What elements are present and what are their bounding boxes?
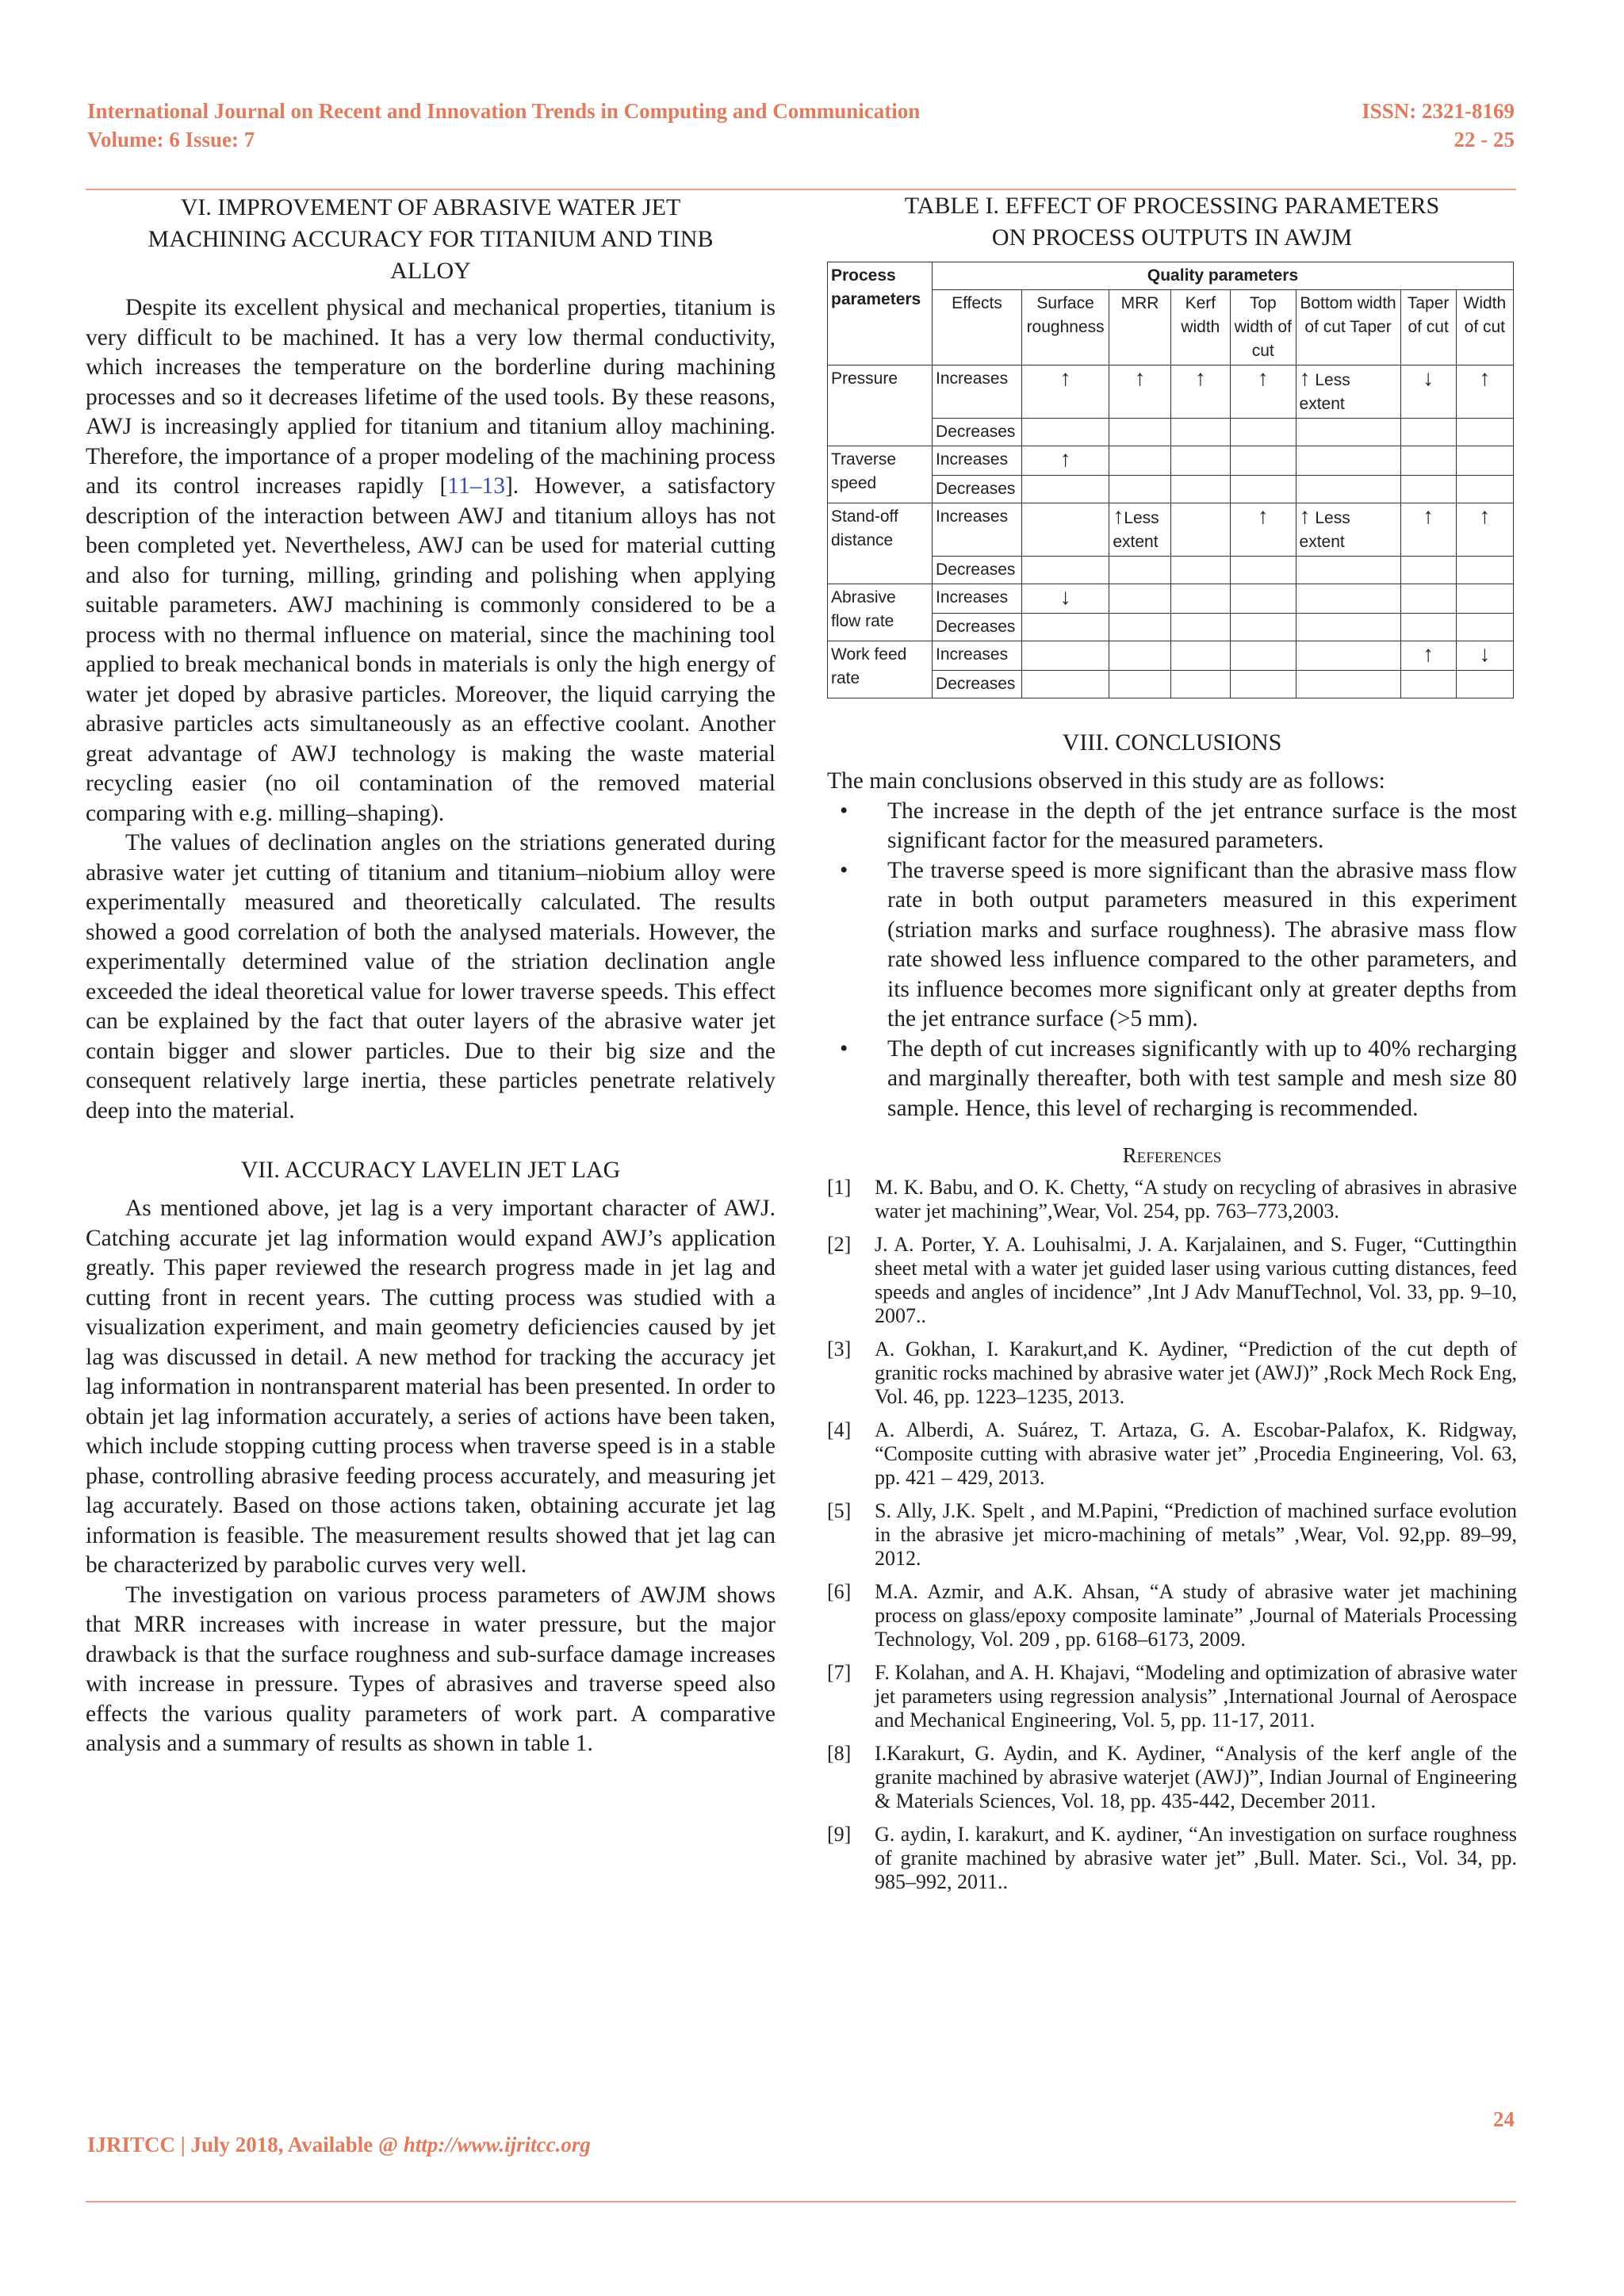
- table-row: [828, 365, 1514, 419]
- reference-item: [827, 1580, 1517, 1651]
- references-list: [827, 1176, 1517, 1894]
- up-arrow-icon: ↑: [1423, 641, 1434, 666]
- reference-text: J. A. Porter, Y. A. Louhisalmi, J. A. Karjalainen, and S. Fuger, “Cuttingthin sheet metal with a water jet guided laser using various cutting distances, feed speeds and angles of incidence” ,Int J Adv ManufTechnol, Vol. 33, pp. 9–10, 2007..: [875, 1233, 1517, 1327]
- effect-decreases: Decreases: [933, 557, 1022, 584]
- footer: [87, 2133, 591, 2157]
- journal-issn: ISSN: 2321-8169: [1362, 99, 1515, 123]
- reference-number: [1]: [827, 1176, 852, 1199]
- section7-paragraph1: As mentioned above, jet lag is a very important character of AWJ. Catching accurate jet lag information would expand AWJ’s application greatly. This paper reviewed the research progress made in jet lag and cutting front in recent years. The cutting process was studied with a visualization experiment, and main geometry deficiencies caused by jet lag was discussed in detail. A new method for tracking the accuracy jet lag information in nontransparent material has been presented. In order to obtain jet lag information accurately, a series of actions have been taken, which include stopping cutting process when traverse speed is in a stable phase, controlling abrasive feeding process accurately, and measuring jet lag accurately. Based on those actions taken, obtaining accurate jet lag information is feasible. The measurement results showed that jet lag can be characterized by parabolic curves very well.: [86, 1196, 776, 1578]
- journal-title: International Journal on Recent and Innovation Trends in Computing and Communication: [87, 99, 921, 123]
- row-label-work-feed-rate: Work feed rate: [828, 641, 933, 698]
- up-arrow-icon: ↑: [1299, 503, 1311, 528]
- col-mrr: MRR: [1109, 290, 1170, 365]
- journal-website-link[interactable]: http://www.ijritcc.org: [403, 2133, 591, 2156]
- table-row: [828, 641, 1514, 671]
- section6-title: [86, 192, 776, 287]
- effect-decreases: Decreases: [933, 476, 1022, 503]
- section6-p1-text-b: ]. However, a satisfactory description of the interaction between AWJ and titanium alloys has not been completed yet. Nevertheless, AWJ can be used for material cutting and also for turning, milling, grinding and polishing when applying suitable parameters. AWJ machining is commonly considered to be a process with no thermal influence on material, since the machining tool applied to break mechanical bonds in materials is only the high energy of water jet doped by abrasive particles. Moreover, the liquid carrying the abrasive particles acts simultaneously as an effective coolant. Another great advantage of AWJ technology is making the waste material recycling easier (no oil contamination of the removed material comparing with e.g. milling–shaping).: [86, 473, 776, 826]
- up-arrow-icon: ↑: [1059, 365, 1071, 390]
- table1-title: [827, 190, 1517, 254]
- reference-text: A. Gokhan, I. Karakurt,and K. Aydiner, “Prediction of the cut depth of granitic rocks machined by abrasive water jet (AWJ)” ,Rock Mech Rock Eng, Vol. 46, pp. 1223–1235, 2013.: [875, 1337, 1517, 1408]
- up-arrow-icon: ↑: [1059, 446, 1071, 471]
- col-taper-of-cut: Taper of cut: [1400, 290, 1456, 365]
- col-bottom-width: Bottom width of cut Taper: [1296, 290, 1400, 365]
- reference-item: [827, 1823, 1517, 1894]
- down-arrow-icon: ↓: [1423, 365, 1434, 390]
- right-column: [827, 190, 1517, 1904]
- list-item: • The increase in the depth of the jet entrance surface is the most significant factor for the measured parameters.: [827, 797, 1517, 856]
- reference-text: S. Ally, J.K. Spelt , and M.Papini, “Prediction of machined surface evolution in the abrasive jet micro-machining of metals” ,Wear, Vol. 92,pp. 89–99, 2012.: [875, 1499, 1517, 1570]
- table1-title-line2: ON PROCESS OUTPUTS IN AWJM: [991, 224, 1353, 251]
- down-arrow-icon: ↓: [1059, 584, 1071, 609]
- journal-issn-block: [1189, 97, 1515, 154]
- effect-decreases: Decreases: [933, 419, 1022, 446]
- table-row: [828, 446, 1514, 476]
- reference-item: [827, 1742, 1517, 1813]
- journal-header: [87, 97, 1118, 154]
- col-top-width: Top width of cut: [1230, 290, 1296, 365]
- journal-volume: Volume: 6 Issue: 7: [87, 128, 255, 151]
- quality-parameters-header: Quality parameters: [933, 262, 1514, 290]
- journal-pages: 22 - 25: [1454, 128, 1515, 151]
- reference-item: [827, 1499, 1517, 1571]
- table-row: [828, 584, 1514, 614]
- reference-number: [5]: [827, 1499, 852, 1522]
- section7-title: VII. ACCURACY LAVELIN JET LAG: [240, 1157, 621, 1183]
- col-width-of-cut: Width of cut: [1456, 290, 1513, 365]
- reference-item: [827, 1233, 1517, 1328]
- reference-number: [2]: [827, 1233, 852, 1256]
- up-arrow-icon: ↑: [1299, 365, 1311, 390]
- table-header-row-1: [828, 262, 1514, 290]
- table1-title-line1: TABLE I. EFFECT OF PROCESSING PARAMETERS: [904, 193, 1440, 219]
- references-title: References: [1122, 1143, 1222, 1167]
- up-arrow-icon: ↑: [1194, 365, 1206, 390]
- reference-number: [6]: [827, 1580, 852, 1603]
- table-row: [828, 503, 1514, 557]
- conclusions-title: VIII. CONCLUSIONS: [1062, 729, 1282, 756]
- effect-increases: Increases: [933, 641, 1022, 671]
- section6-paragraph1: [86, 293, 776, 828]
- reference-text: M. K. Babu, and O. K. Chetty, “A study on recycling of abrasives in abrasive water jet machining”,Wear, Vol. 254, pp. 763–773,2003.: [875, 1176, 1517, 1223]
- list-item: • The traverse speed is more significant than the abrasive mass flow rate in both output parameters measured in this experiment (striation marks and surface roughness). The abrasive mass flow rate showed less influence compared to the other parameters, and its influence becomes more significant only at greater depths from the jet entrance surface (>5 mm).: [827, 856, 1517, 1035]
- less-extent-note: Less extent: [1299, 509, 1350, 551]
- reference-number: [3]: [827, 1337, 852, 1360]
- section6-title-line1: VI. IMPROVEMENT OF ABRASIVE WATER JET: [180, 194, 681, 220]
- reference-number: [7]: [827, 1661, 852, 1684]
- reference-text: G. aydin, I. karakurt, and K. aydiner, “An investigation on surface roughness of granite machined by abrasive water jet” ,Bull. Mater. Sci., Vol. 34, pp. 985–992, 2011..: [875, 1823, 1517, 1893]
- row-label-abrasive-flow-rate: Abrasive flow rate: [828, 584, 933, 641]
- up-arrow-icon: ↑: [1479, 365, 1491, 390]
- effect-increases: Increases: [933, 584, 1022, 614]
- col-effects: Effects: [933, 290, 1022, 365]
- row-label-traverse-speed: Traverse speed: [828, 446, 933, 503]
- reference-number: [9]: [827, 1823, 852, 1846]
- effect-increases: Increases: [933, 446, 1022, 476]
- list-item: • The depth of cut increases significantly with up to 40% recharging and marginally thereafter, both with test sample and mesh size 80 sample. Hence, this level of recharging is recommended.: [827, 1035, 1517, 1124]
- effect-decreases: Decreases: [933, 671, 1022, 698]
- citation-link-11-13[interactable]: 11–13: [447, 473, 505, 499]
- conclusions-list: [827, 797, 1517, 1124]
- up-arrow-icon: ↑: [1423, 503, 1434, 528]
- down-arrow-icon: ↓: [1479, 641, 1491, 666]
- section6-title-line2: MACHINING ACCURACY FOR TITANIUM AND TINB: [147, 226, 714, 252]
- less-extent-note: Less extent: [1299, 371, 1350, 413]
- section6-title-line3: ALLOY: [390, 258, 471, 284]
- less-extent-mrr-note: Less extent: [1113, 509, 1159, 551]
- up-arrow-icon: ↑: [1479, 503, 1491, 528]
- reference-text: I.Karakurt, G. Aydin, and K. Aydiner, “Analysis of the kerf angle of the granite machined by abrasive waterjet (AWJ)”, Indian Journal of Engineering & Materials Sciences, Vol. 18, pp. 435-442, December 2011.: [875, 1742, 1517, 1812]
- conclusions-intro: The main conclusions observed in this study are as follows:: [827, 768, 1385, 794]
- section6-p1-text-a: Despite its excellent physical and mechanical properties, titanium is very difficult to be machined. It has a very low thermal conductivity, which increases the temperature on the borderline during machining processes and so it decreases lifetime of the used tools. By these reasons, AWJ is increasingly applied for titanium and titanium alloy machining. Therefore, the importance of a proper modeling of the machining process and its control increases rapidly [: [86, 295, 776, 499]
- section7-paragraph2: The investigation on various process parameters of AWJM shows that MRR increases with increase in water pressure, but the major drawback is that the surface roughness and sub-surface damage increases with increase in pressure. Types of abrasives and traverse speed also effects the various quality parameters of work part. A comparative analysis and a summary of results as shown in table 1.: [86, 1582, 776, 1756]
- effect-increases: Increases: [933, 503, 1022, 557]
- reference-item: [827, 1661, 1517, 1732]
- reference-text: M.A. Azmir, and A.K. Ahsan, “A study of abrasive water jet machining process on glass/epoxy composite laminate” ,Journal of Materials Processing Technology, Vol. 209 , pp. 6168–6173, 2009.: [875, 1580, 1517, 1651]
- reference-item: [827, 1176, 1517, 1223]
- footer-rule: [86, 2201, 1516, 2202]
- process-parameters-table: [827, 262, 1514, 698]
- page-number: 24: [1493, 2107, 1515, 2131]
- col-surface-roughness: Surface roughness: [1021, 290, 1109, 365]
- up-arrow-icon: ↑: [1113, 503, 1124, 528]
- reference-text: F. Kolahan, and A. H. Khajavi, “Modeling and optimization of abrasive water jet parameters using regression analysis” ,International Journal of Aerospace and Mechanical Engineering, Vol. 5, pp. 11-17, 2011.: [875, 1661, 1517, 1732]
- effect-decreases: Decreases: [933, 614, 1022, 641]
- section6-paragraph2: The values of declination angles on the striations generated during abrasive water jet cutting of titanium and titanium–niobium alloy were experimentally measured and theoretically calculated. The results showed a good correlation of both the analysed materials. However, the experimentally determined value of the striation declination angle exceeded the ideal theoretical value for lower traverse speeds. This effect can be explained by the fact that outer layers of the abrasive water jet contain bigger and slower particles. Due to their big size and the consequent relatively large inertia, these particles penetrate relatively deep into the material.: [86, 830, 776, 1123]
- row-label-pressure: Pressure: [828, 365, 933, 446]
- reference-text: A. Alberdi, A. Suárez, T. Artaza, G. A. Escobar-Palafox, K. Ridgway, “Composite cutting with abrasive water jet” ,Procedia Engineering, Vol. 63, pp. 421 – 429, 2013.: [875, 1418, 1517, 1489]
- effect-increases: Increases: [933, 365, 1022, 419]
- reference-number: [8]: [827, 1742, 852, 1765]
- col-kerf-width: Kerf width: [1170, 290, 1230, 365]
- left-column: [86, 190, 776, 1759]
- reference-item: [827, 1337, 1517, 1409]
- up-arrow-icon: ↑: [1257, 365, 1269, 390]
- up-arrow-icon: ↑: [1134, 365, 1146, 390]
- col-process-parameters: Process parameters: [828, 262, 933, 365]
- reference-number: [4]: [827, 1418, 852, 1441]
- up-arrow-icon: ↑: [1257, 503, 1269, 528]
- reference-item: [827, 1418, 1517, 1490]
- footer-text: IJRITCC | July 2018, Available @: [87, 2133, 404, 2156]
- row-label-stand-off-distance: Stand-off distance: [828, 503, 933, 584]
